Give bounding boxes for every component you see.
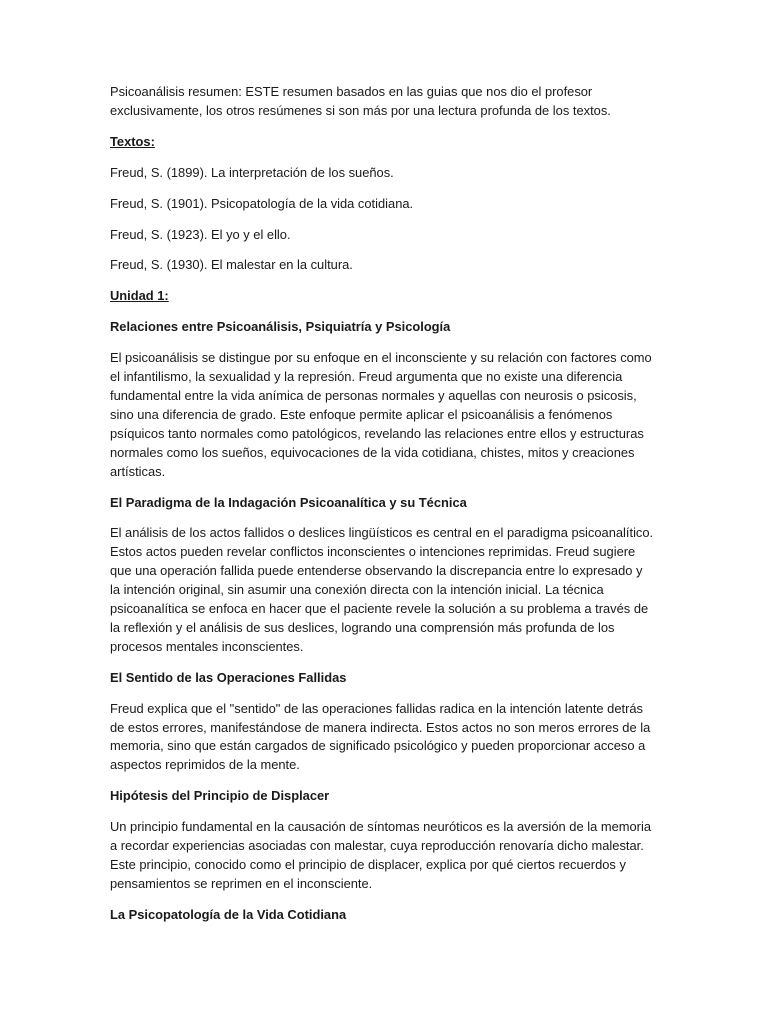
reference-4: Freud, S. (1930). El malestar en la cultura. (110, 257, 353, 273)
document-page (110, 83, 655, 937)
section-heading-displacer: Hipótesis del Principio de Displacer (110, 788, 330, 804)
unit-heading: Unidad 1: (110, 288, 169, 304)
reference-1: Freud, S. (1899). La interpretación de los sueños. (110, 164, 394, 180)
reference-3: Freud, S. (1923). El yo y el ello. (110, 226, 291, 242)
textos-heading: Textos: (110, 133, 155, 149)
section-heading-paradigma: El Paradigma de la Indagación Psicoanalítica y su Técnica (110, 494, 467, 510)
section-body-displacer: Un principio fundamental en la causación de síntomas neuróticos es la aversión de la memoria a recordar experiencias asociadas con malestar, cuya reproducción renovaría dicho malestar. Este principio, conocido como el principio de displacer, explica por qué ciertos recuerdos y pensamientos se reprimen en el inconsciente. (110, 819, 651, 891)
section-heading-psicopatologia: La Psicopatología de la Vida Cotidiana (110, 906, 347, 922)
section-body-relaciones: El psicoanálisis se distingue por su enfoque en el inconsciente y su relación con factores como el infantilismo, la sexualidad y la represión. Freud argumenta que no existe una diferencia fundamental entre la vida anímica de personas normales y aquellas con neurosis o psicosis, sino una diferencia de grado. Este enfoque permite aplicar el psicoanálisis a fenómenos psíquicos tanto normales como patológicos, revelando las relaciones entre ellos y estructuras normales como los sueños, equivocaciones de la vida cotidiana, chistes, mitos y creaciones artísticas. (110, 350, 652, 479)
section-body-paradigma: El análisis de los actos fallidos o deslices lingüísticos es central en el paradigma psicoanalítico. Estos actos pueden revelar conflictos inconscientes o intenciones reprimidas. Freud sugiere que una operación fallida puede entenderse observando la discrepancia entre lo expresado y la intención original, sin asumir una conexión directa con la intención inicial. La técnica psicoanalítica se enfoca en hacer que el paciente revele la solución a su problema a través de la reflexión y el análisis de sus deslices, logrando una comprensión más profunda de los procesos mentales inconscientes. (110, 525, 654, 654)
reference-2: Freud, S. (1901). Psicopatología de la vida cotidiana. (110, 195, 414, 211)
section-heading-sentido: El Sentido de las Operaciones Fallidas (110, 669, 347, 685)
section-heading-relaciones: Relaciones entre Psicoanálisis, Psiquiatría y Psicología (110, 319, 451, 335)
intro-paragraph: Psicoanálisis resumen: ESTE resumen basados en las guias que nos dio el profesor exclusivamente, los otros resúmenes si son más por una lectura profunda de los textos. (110, 84, 611, 118)
section-body-sentido: Freud explica que el "sentido" de las operaciones fallidas radica en la intención latente detrás de estos errores, manifestándose de manera indirecta. Estos actos no son meros errores de la memoria, sino que están cargados de significado psicológico y pueden proporcionar acceso a aspectos reprimidos de la mente. (110, 700, 651, 773)
